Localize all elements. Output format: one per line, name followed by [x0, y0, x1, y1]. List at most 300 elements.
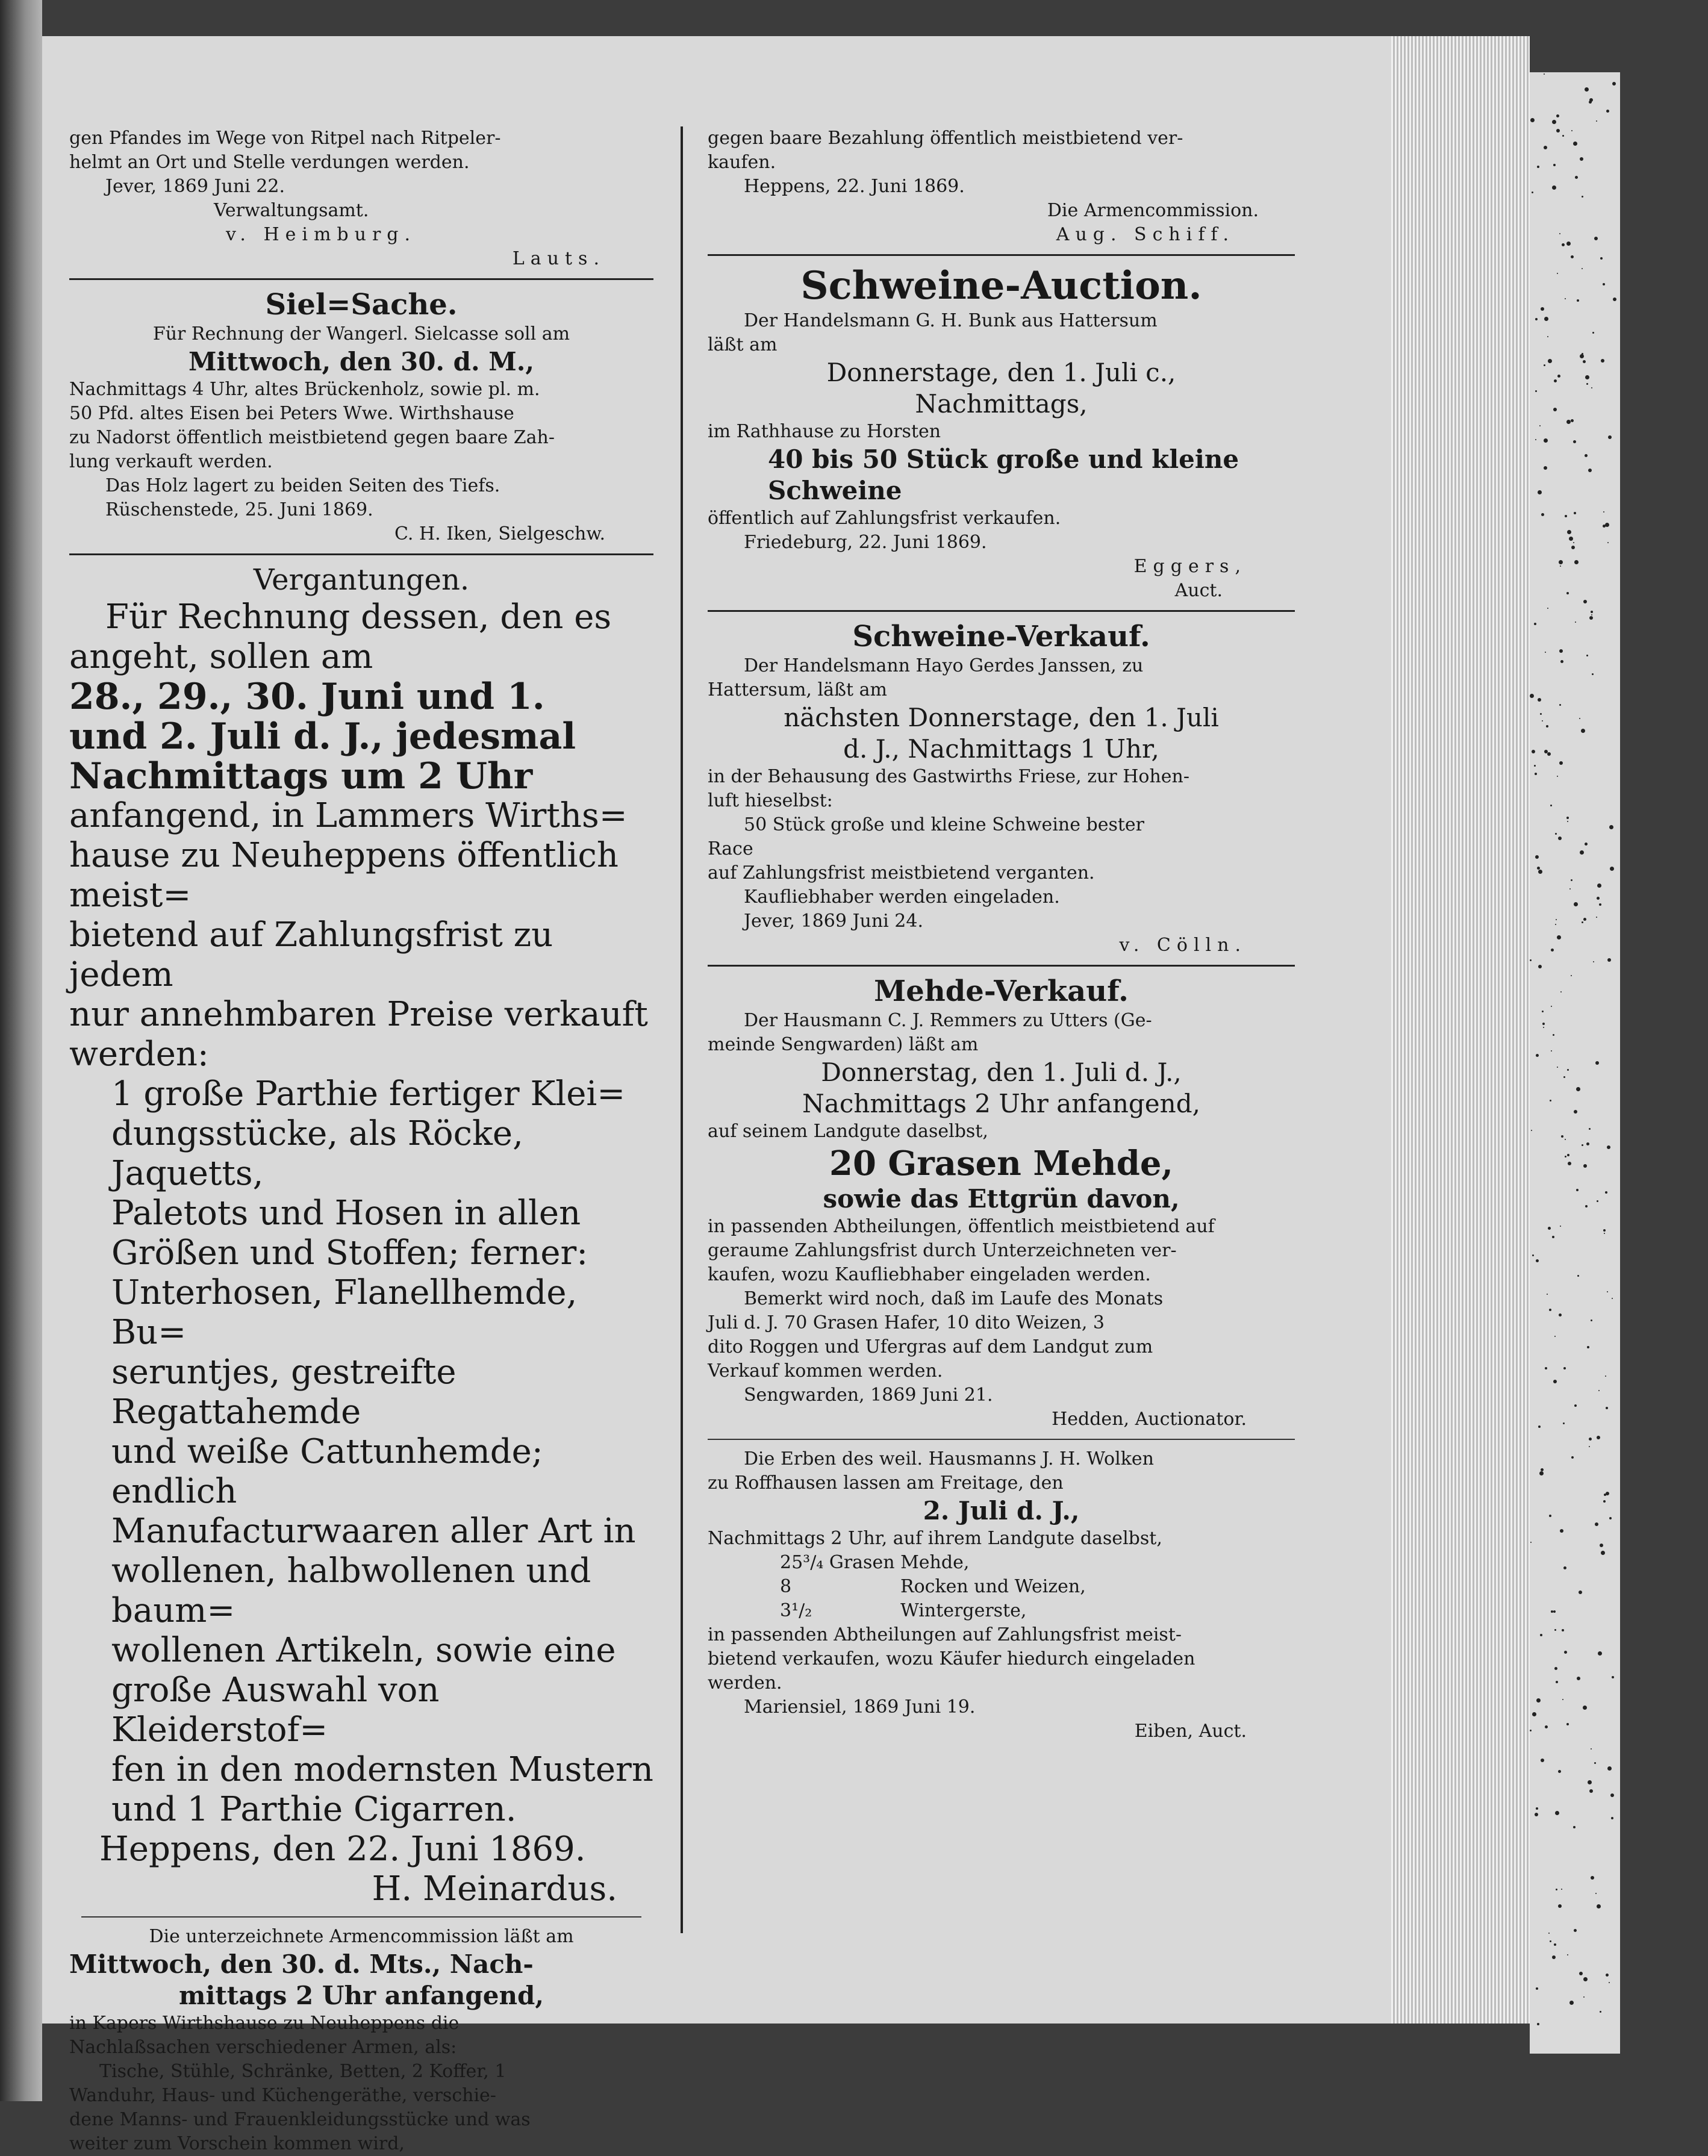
cover-speckle [1601, 359, 1604, 363]
cover-speckle [1571, 879, 1572, 881]
mehde-text: Bemerkt wird noch, daß im Laufe des Monats [744, 1288, 1164, 1309]
cover-speckle [1576, 1189, 1579, 1191]
cover-speckle [1583, 1996, 1585, 1998]
verg-dates: und 2. Juli d. J., jedesmal [69, 715, 576, 758]
cover-speckle [1552, 1236, 1554, 1238]
cover-speckle [1589, 1446, 1590, 1447]
cover-speckle [1577, 299, 1579, 302]
cover-speckle [1566, 592, 1569, 594]
wolken-text: bietend verkaufen, wozu Käufer hiedurch eingeladen [708, 1648, 1195, 1669]
wolken-row [780, 1551, 1295, 1575]
verg-item-line: große Auswahl von Kleiderstof= [111, 1671, 440, 1749]
cover-speckle [1573, 440, 1576, 443]
armen-text: in Kapers Wirthshause zu Neuheppens die [69, 2013, 460, 2034]
verg-text: anfangend, in Lammers Wirths= [69, 796, 628, 835]
cover-speckle [1565, 1139, 1566, 1140]
cover-speckle [1552, 1955, 1556, 1959]
cover-speckle [1553, 1034, 1554, 1036]
cover-speckle [1551, 1050, 1552, 1052]
mehde-text: in passenden Abtheilungen, öffentlich meistbietend auf [708, 1216, 1215, 1237]
verkauf-text: auf Zahlungsfrist meistbietend verganten. [708, 862, 1095, 883]
section-rule [69, 553, 653, 555]
cover-speckle [1554, 1667, 1557, 1670]
cover-speckle [1571, 130, 1572, 131]
cover-speckle [1547, 608, 1548, 609]
page-edges [1391, 36, 1530, 2024]
verg-item-line: wollenen Artikeln, sowie eine [111, 1631, 616, 1670]
auction-text: öffentlich auf Zahlungsfrist verkaufen. [708, 508, 1061, 529]
section-rule [708, 610, 1295, 612]
verg-text: hause zu Neuheppens öffentlich meist= [69, 836, 619, 915]
cover-speckle [1535, 1813, 1538, 1816]
verkauf-text: Der Handelsmann Hayo Gerdes Janssen, zu [744, 655, 1144, 676]
cover-speckle [1562, 243, 1565, 246]
book-cover [1530, 72, 1620, 2054]
armen-text: Nachlaßsachen verschiedener Armen, als: [69, 2037, 457, 2058]
cover-speckle [1569, 888, 1571, 890]
cover-speckle [1553, 1610, 1556, 1613]
siel-text: lung verkauft werden. [69, 451, 273, 472]
wolken-date: 2. Juli d. J., [923, 1496, 1080, 1525]
mehde-text: kaufen, wozu Kaufliebhaber eingeladen werden. [708, 1264, 1151, 1285]
cover-speckle [1605, 523, 1609, 527]
auction-text: Der Handelsmann G. H. Bunk aus Hattersum [744, 310, 1158, 331]
verg-item-line: dungsstücke, als Röcke, Jaquetts, [111, 1114, 523, 1193]
verkauf-text: luft hieselbst: [708, 790, 833, 811]
cover-speckle [1538, 490, 1542, 494]
cover-speckle [1580, 157, 1583, 161]
verg-item-line: Paletots und Hosen in allen [111, 1194, 581, 1233]
cover-speckle [1597, 1436, 1600, 1439]
verg-item-line: Größen und Stoffen; ferner: [111, 1233, 588, 1273]
cover-speckle [1611, 1817, 1613, 1819]
cover-speckle [1536, 1259, 1539, 1262]
mehde-text: dito Roggen und Ufergras auf dem Landgut zum [708, 1336, 1153, 1357]
cover-speckle [1589, 1789, 1593, 1793]
cover-speckle [1585, 843, 1588, 846]
cover-speckle [1541, 1759, 1544, 1762]
cover-speckle [1587, 1346, 1589, 1348]
siel-text: zu Nadorst öffentlich meistbietend gegen baare Zah- [69, 427, 555, 448]
cover-speckle [1530, 1730, 1532, 1731]
verg-item-line: seruntjes, gestreifte Regattahemde [111, 1353, 457, 1432]
cover-speckle [1581, 729, 1585, 733]
verkauf-date: d. J., Nachmittags 1 Uhr, [843, 734, 1159, 764]
cover-speckle [1536, 1987, 1538, 1990]
mehde-signature: Hedden, Auctionator. [1052, 1409, 1247, 1430]
cover-speckle [1554, 1629, 1556, 1631]
cover-speckle [1555, 833, 1557, 835]
cover-speckle [1582, 1144, 1583, 1146]
cover-speckle [1606, 1407, 1608, 1409]
armen-date: mittags 2 Uhr anfangend, [179, 1981, 544, 2010]
verg-item-line: und 1 Parthie Cigarren. [111, 1790, 517, 1829]
cover-speckle [1573, 1826, 1576, 1828]
wolken-item: Wintergerste, [900, 1600, 1027, 1621]
cover-speckle [1536, 1054, 1539, 1057]
mehde-title: Mehde-Verkauf. [874, 974, 1129, 1008]
cover-speckle [1530, 118, 1535, 122]
cover-speckle [1559, 704, 1561, 706]
wolken-qty: 3¹/₂ [780, 1600, 812, 1621]
cover-speckle [1563, 1367, 1566, 1369]
cover-speckle [1600, 2011, 1601, 2013]
cover-speckle [1608, 435, 1612, 439]
cover-speckle [1585, 375, 1589, 379]
verkauf-place-date: Jever, 1869 Juni 24. [744, 911, 923, 932]
cover-speckle [1591, 1876, 1594, 1880]
cover-speckle [1559, 1313, 1562, 1316]
verg-items [69, 1074, 653, 1830]
verg-item-line: Manufacturwaaren aller Art in [111, 1512, 636, 1551]
cover-speckle [1569, 2001, 1574, 2005]
cover-speckle [1566, 241, 1571, 246]
cover-speckle [1591, 611, 1593, 613]
wolken-text: zu Roffhausen lassen am Freitage, den [708, 1472, 1064, 1494]
cover-speckle [1566, 817, 1569, 819]
cover-speckle [1536, 1698, 1541, 1703]
cover-speckle [1577, 1275, 1579, 1277]
intro-line: gen Pfandes im Wege von Ritpel nach Ritpeler- [69, 128, 501, 149]
verg-item-line: und weiße Cattunhemde; endlich [111, 1432, 543, 1511]
column-divider [681, 126, 683, 1933]
wolken-table [708, 1551, 1295, 1623]
cover-speckle [1582, 921, 1583, 923]
cover-speckle [1582, 268, 1583, 269]
cover-speckle [1567, 821, 1568, 822]
mehde-date: Nachmittags 2 Uhr anfangend, [802, 1089, 1200, 1118]
auction-item: Schweine [768, 476, 902, 505]
verkauf-signature: v. Cölln. [1119, 935, 1247, 956]
verkauf-date: nächsten Donnerstage, den 1. Juli [784, 703, 1219, 732]
intro-line: helmt an Ort und Stelle verdungen werden. [69, 152, 470, 173]
cover-speckle [1603, 1500, 1606, 1503]
cover-speckle [1565, 1156, 1566, 1157]
cover-speckle [1579, 718, 1580, 719]
cover-speckle [1596, 917, 1597, 918]
cover-speckle [1588, 469, 1592, 472]
verkauf-text: Kaufliebhaber werden eingeladen. [744, 886, 1060, 908]
mehde-text: Verkauf kommen werden. [708, 1360, 943, 1382]
cover-speckle [1538, 870, 1542, 874]
cover-speckle [1549, 1309, 1551, 1311]
cover-speckle [1558, 1770, 1561, 1773]
cover-speckle [1607, 1291, 1608, 1292]
cover-speckle [1532, 1254, 1534, 1256]
cover-speckle [1544, 73, 1545, 75]
cover-speckle [1558, 837, 1562, 840]
mehde-text: Der Hausmann C. J. Remmers zu Utters (Ge- [744, 1010, 1152, 1031]
cover-speckle [1548, 359, 1552, 363]
cover-speckle [1544, 438, 1548, 443]
cover-speckle [1563, 1566, 1566, 1569]
section-rule [69, 278, 653, 280]
intro-date: Jever, 1869 Juni 22. [105, 176, 285, 197]
cover-speckle [1612, 82, 1616, 86]
section-rule [81, 1916, 641, 1918]
cover-speckle [1597, 1200, 1598, 1202]
mehde-place-date: Sengwarden, 1869 Juni 21. [744, 1385, 993, 1406]
cover-speckle [1585, 454, 1588, 457]
cover-speckle [1535, 390, 1537, 392]
verg-title: Vergantungen. [253, 563, 470, 597]
verg-text: Für Rechnung dessen, den es [105, 597, 612, 637]
cover-speckle [1574, 560, 1579, 564]
cover-speckle [1613, 298, 1616, 301]
cover-speckle [1591, 1748, 1592, 1749]
cover-speckle [1579, 1972, 1583, 1975]
armen-date: Mittwoch, den 30. d. Mts., Nach- [69, 1949, 534, 1979]
verg-signature: H. Meinardus. [372, 1869, 617, 1908]
cover-speckle [1532, 750, 1535, 753]
cover-speckle [1545, 1725, 1548, 1728]
cover-speckle [1540, 713, 1542, 715]
verg-dates: Nachmittags um 2 Uhr [69, 755, 533, 797]
cover-speckle [1550, 805, 1552, 806]
cover-speckle [1553, 164, 1556, 166]
auction-signature: Auct. [1174, 580, 1223, 601]
cover-speckle [1586, 1142, 1589, 1145]
cover-speckle [1557, 935, 1561, 939]
cover-speckle [1560, 565, 1561, 567]
cover-speckle [1555, 1811, 1559, 1815]
wolken-text: Nachmittags 2 Uhr, auf ihrem Landgute daselbst, [708, 1528, 1162, 1549]
cover-speckle [1541, 513, 1544, 516]
cover-speckle [1559, 761, 1563, 765]
cover-speckle [1595, 1522, 1598, 1526]
cover-speckle [1552, 120, 1556, 124]
cont-signature: Aug. Schiff. [1056, 224, 1235, 245]
book-gutter [0, 0, 42, 2101]
cover-speckle [1545, 1367, 1547, 1369]
wolken-item: Rocken und Weizen, [900, 1576, 1086, 1597]
cover-speckle [1609, 1982, 1610, 1983]
cover-speckle [1569, 537, 1573, 541]
cover-speckle [1583, 1977, 1588, 1981]
armen-text: Tische, Stühle, Schränke, Betten, 2 Koffer, 1 [99, 2061, 506, 2082]
verg-text: bietend auf Zahlungsfrist zu jedem [69, 915, 553, 994]
cover-speckle [1535, 773, 1537, 775]
cover-speckle [1585, 87, 1589, 92]
cover-speckle [1607, 1145, 1610, 1149]
cont-place-date: Heppens, 22. Juni 1869. [744, 176, 965, 197]
cover-speckle [1560, 991, 1562, 992]
cover-speckle [1556, 919, 1557, 920]
wolken-text: in passenden Abtheilungen auf Zahlungsfrist meist- [708, 1624, 1182, 1645]
section-rule [708, 1439, 1295, 1440]
verg-item-line: wollenen, halbwollenen und baum= [111, 1551, 591, 1630]
cover-speckle [1530, 694, 1534, 698]
cover-speckle [1596, 120, 1597, 122]
cover-speckle [1589, 616, 1593, 620]
cover-speckle [1612, 1676, 1614, 1678]
cover-speckle [1537, 166, 1539, 168]
cover-speckle [1567, 1069, 1569, 1071]
section-rule [708, 965, 1295, 967]
verg-item-line: 1 große Parthie fertiger Klei= [111, 1074, 626, 1114]
cover-speckle [1598, 1651, 1602, 1656]
cover-speckle [1556, 129, 1560, 132]
armen-text: Wanduhr, Haus- und Küchengeräthe, verschie- [69, 2085, 496, 2106]
cover-speckle [1574, 1929, 1577, 1932]
mehde-date: Donnerstag, den 1. Juli d. J., [821, 1058, 1182, 1087]
cover-speckle [1586, 383, 1588, 385]
cover-speckle [1541, 307, 1544, 311]
cover-speckle [1542, 1023, 1545, 1025]
section-rule [708, 254, 1295, 256]
cover-speckle [1595, 1061, 1599, 1065]
cover-speckle [1555, 924, 1556, 925]
cover-speckle [1557, 776, 1558, 777]
cover-speckle [1594, 237, 1598, 240]
cover-speckle [1554, 1943, 1556, 1946]
cover-speckle [1562, 135, 1564, 137]
cover-speckle [1562, 1699, 1563, 1700]
auction-item: 40 bis 50 Stück große und kleine [768, 444, 1239, 474]
cover-speckle [1571, 975, 1572, 976]
siel-text: 50 Pfd. altes Eisen bei Peters Wwe. Wirthshause [69, 403, 514, 424]
verg-item-line: Unterhosen, Flanellhemde, Bu= [111, 1273, 578, 1352]
cover-speckle [1605, 1376, 1606, 1377]
cover-speckle [1591, 387, 1592, 388]
cover-speckle [1551, 949, 1554, 952]
cover-speckle [1547, 336, 1548, 337]
cont-signature: Die Armencommission. [1047, 200, 1259, 221]
cover-speckle [1567, 1154, 1569, 1156]
cover-speckle [1585, 1205, 1588, 1207]
wolken-text: Die Erben des weil. Hausmanns J. H. Wolken [744, 1448, 1154, 1469]
mehde-text: meinde Sengwarden) läßt am [708, 1034, 979, 1055]
cover-speckle [1571, 1456, 1574, 1459]
cover-speckle [1556, 1889, 1557, 1890]
cover-speckle [1563, 1076, 1565, 1078]
cover-speckle [1567, 1954, 1568, 1955]
cover-speckle [1609, 1517, 1612, 1519]
wolken-place-date: Mariensiel, 1869 Juni 19. [744, 1696, 976, 1718]
cover-speckle [1583, 360, 1586, 363]
cover-speckle [1560, 1226, 1561, 1227]
auction-title: Schweine-Auction. [800, 263, 1202, 308]
cover-speckle [1566, 420, 1571, 424]
mehde-text: geraume Zahlungsfrist durch Unterzeichneten ver- [708, 1240, 1177, 1261]
siel-text: Für Rechnung der Wangerl. Sielcasse soll am [152, 323, 570, 344]
cover-speckle [1558, 1904, 1562, 1908]
cover-speckle [1548, 1933, 1550, 1934]
cover-speckle [1612, 1298, 1613, 1299]
cover-speckle [1607, 1766, 1612, 1771]
cover-speckle [1606, 110, 1609, 113]
cover-speckle [1593, 961, 1594, 962]
cover-speckle [1562, 1629, 1564, 1631]
cover-speckle [1583, 1164, 1587, 1168]
cover-speckle [1574, 1110, 1577, 1114]
intro-signature: v. Heimburg. [226, 224, 417, 245]
cover-speckle [1542, 720, 1543, 721]
verg-place-date: Heppens, den 22. Juni 1869. [99, 1830, 586, 1869]
cover-speckle [1597, 897, 1600, 900]
cover-speckle [1575, 622, 1576, 623]
cover-speckle [1530, 1542, 1532, 1543]
cover-speckle [1560, 1529, 1563, 1533]
cover-speckle [1599, 903, 1601, 906]
cover-speckle [1589, 1438, 1592, 1441]
cover-speckle [1600, 257, 1603, 260]
cover-speckle [1583, 1706, 1587, 1710]
mehde-item: 20 Grasen Mehde, [829, 1144, 1174, 1183]
wolken-signature: Eiben, Auct. [1134, 1721, 1247, 1742]
cover-speckle [1538, 1425, 1541, 1428]
armen-text: dene Manns- und Frauenkleidungsstücke und was [69, 2109, 531, 2130]
cover-speckle [1606, 1974, 1609, 1977]
cover-speckle [1592, 673, 1594, 675]
cover-speckle [1594, 1762, 1596, 1764]
siel-date: Mittwoch, den 30. d. M., [188, 347, 535, 376]
verkauf-text: Hattersum, läßt am [708, 679, 887, 700]
auction-signature: Eggers, [1133, 556, 1247, 577]
cover-speckle [1577, 1677, 1580, 1680]
cover-speckle [1580, 850, 1584, 855]
cover-speckle [1576, 1087, 1580, 1091]
cover-speckle [1597, 883, 1601, 888]
cover-speckle [1603, 511, 1604, 513]
cover-speckle [1591, 1319, 1592, 1321]
cover-speckle [1566, 1723, 1569, 1725]
auction-date: Donnerstage, den 1. Juli c., [826, 358, 1176, 387]
cover-speckle [1603, 283, 1605, 285]
cover-speckle [1546, 725, 1548, 727]
cover-speckle [1544, 317, 1548, 321]
cover-speckle [1586, 655, 1588, 656]
cover-speckle [1591, 614, 1592, 615]
right-column [708, 126, 1295, 1743]
cover-speckle [1598, 1390, 1600, 1391]
wolken-text: werden. [708, 1672, 782, 1693]
cover-speckle [1544, 146, 1547, 149]
verg-text: werden: [69, 1035, 209, 1074]
cover-speckle [1557, 375, 1560, 378]
cover-speckle [1553, 1380, 1557, 1383]
cover-speckle [1545, 652, 1546, 653]
cover-speckle [1601, 1551, 1605, 1555]
cover-speckle [1609, 825, 1613, 829]
cover-speckle [1538, 698, 1541, 702]
mehde-text: auf seinem Landgute daselbst, [708, 1121, 988, 1142]
cover-speckle [1553, 408, 1557, 411]
cover-speckle [1556, 1681, 1558, 1683]
cover-speckle [1582, 196, 1583, 198]
verkauf-text: Race [708, 838, 753, 859]
cover-speckle [1561, 1135, 1563, 1138]
intro-office: Verwaltungsamt. [214, 200, 369, 221]
cover-speckle [1573, 142, 1577, 146]
cover-speckle [1607, 958, 1611, 962]
cover-speckle [1575, 176, 1578, 179]
cover-speckle [1604, 1233, 1605, 1234]
armen-text: Die unterzeichnete Armencommission läßt am [149, 1926, 574, 1947]
cover-speckle [1571, 419, 1574, 422]
cover-speckle [1574, 1404, 1577, 1407]
wolken-qty: 25³/₄ Grasen Mehde, [780, 1552, 970, 1573]
cover-speckle [1534, 765, 1536, 767]
cover-speckle [1588, 1780, 1592, 1784]
cover-speckle [1560, 660, 1563, 663]
cover-speckle [1550, 1940, 1551, 1942]
auction-date: Nachmittags, [915, 389, 1088, 419]
cover-speckle [1535, 318, 1538, 320]
cover-speckle [1542, 1011, 1544, 1012]
auction-text: im Rathhause zu Horsten [708, 421, 941, 442]
siel-text: Das Holz lagert zu beiden Seiten des Tiefs. [105, 475, 500, 496]
